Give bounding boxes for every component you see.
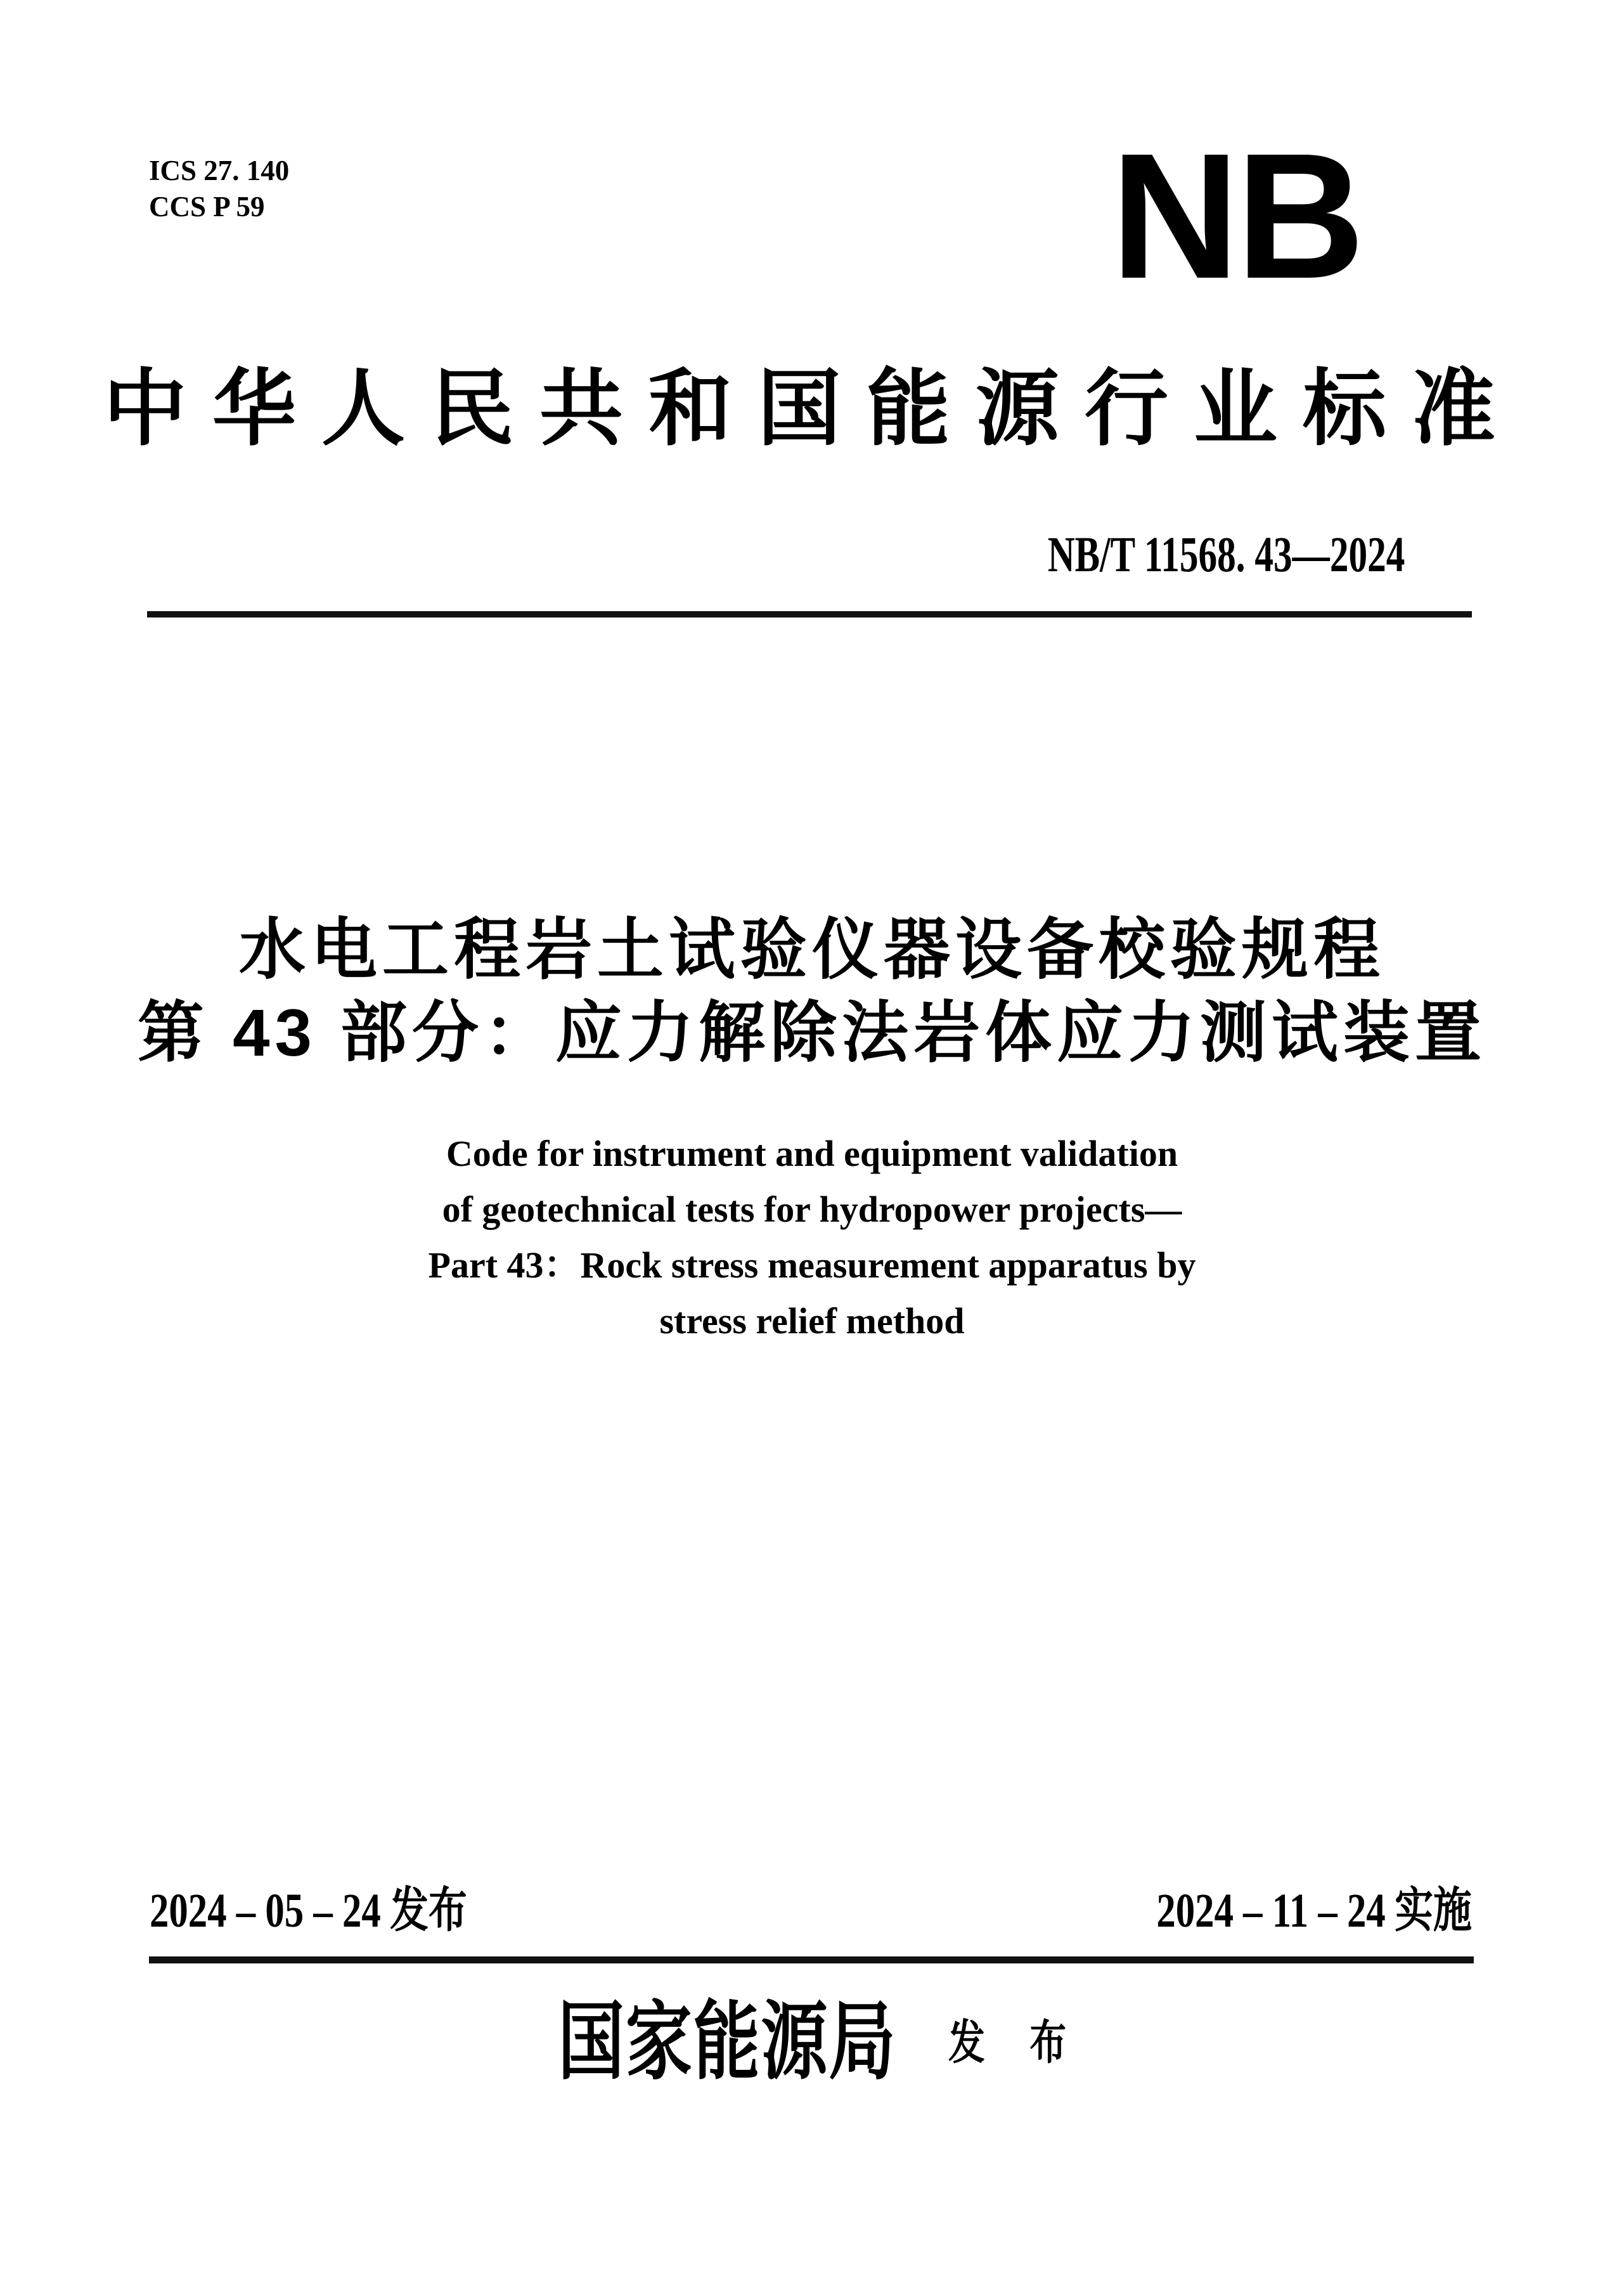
publisher-line xyxy=(179,1996,1445,2091)
title-cn-line1: 水电工程岩土试验仪器设备校验规程 xyxy=(238,913,1385,987)
title-en-line4: stress relief method xyxy=(659,1300,965,1341)
title-en-line3: Part 43：Rock stress measurement apparatus by xyxy=(428,1244,1196,1286)
implement-date: 2024 – 11 – 24 xyxy=(1156,1884,1386,1937)
header-divider xyxy=(147,611,1472,617)
issue-label: 发布 xyxy=(390,1884,467,1937)
title-en-line1: Code for instrument and equipment validation xyxy=(446,1133,1178,1174)
title-english xyxy=(0,1126,1624,1349)
publisher-name: 国家能源局 xyxy=(557,1996,897,2090)
ccs-code: CCS P 59 xyxy=(149,191,265,223)
issue-date-line xyxy=(150,1884,467,1937)
classification-codes xyxy=(149,153,289,225)
nb-logo: NB xyxy=(1111,116,1362,316)
publish-label: 发 布 xyxy=(948,2017,1067,2069)
title-en-line2: of geotechnical tests for hydropower projects— xyxy=(442,1189,1182,1230)
standard-type-title: 中华人民共和国能源行业标准 xyxy=(103,363,1521,456)
title-cn-line2: 第 43 部分：应力解除法岩体应力测试装置 xyxy=(137,996,1487,1070)
implement-date-line xyxy=(1156,1884,1472,1937)
title-chinese xyxy=(0,908,1624,1075)
issue-date: 2024 – 05 – 24 xyxy=(150,1884,381,1937)
ics-code: ICS 27. 140 xyxy=(149,155,290,186)
implement-label: 实施 xyxy=(1395,1884,1472,1937)
standard-number: NB/T 11568. 43—2024 xyxy=(1047,527,1405,583)
footer-divider xyxy=(149,1956,1474,1963)
